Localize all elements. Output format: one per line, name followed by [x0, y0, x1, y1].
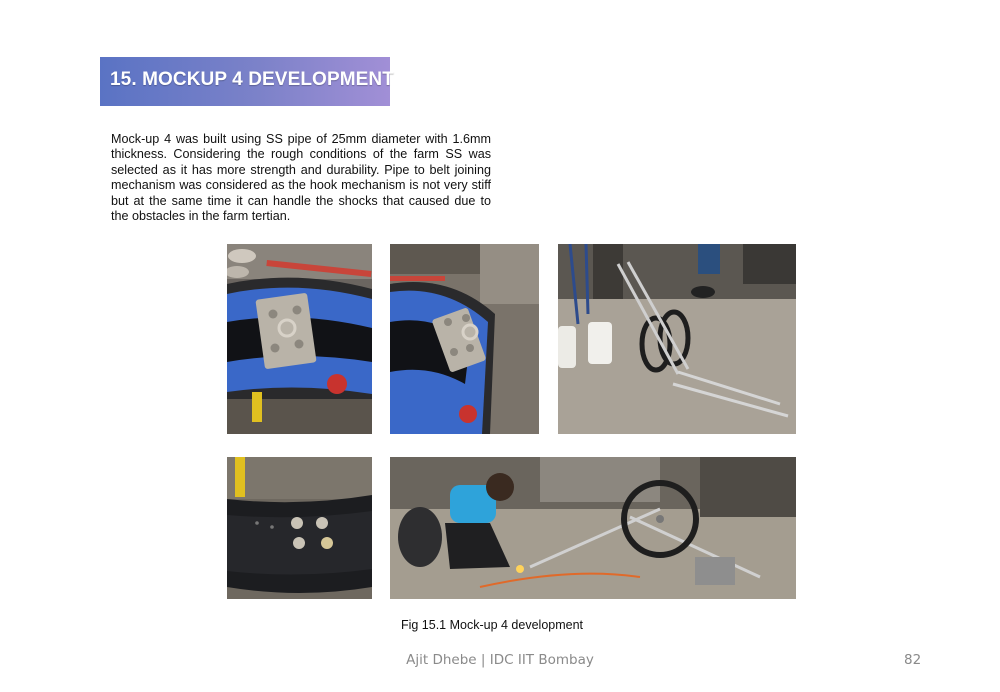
photo-belt-plate-closeup	[227, 244, 372, 434]
photo-belt-rivets	[227, 457, 372, 599]
photo-belt-plate-angle	[390, 244, 539, 434]
section-title: 15. MOCKUP 4 DEVELOPMENT	[110, 69, 394, 90]
body-paragraph: Mock-up 4 was built using SS pipe of 25mm diameter with 1.6mm thickness. Considering the rough conditions of the farm SS was selected as it has more strength and durability. Pipe to belt joining mechanism was considered as the hook mechanism is not very stiff but at the same time it can handle the shocks that caused due to the obstacles in the farm tertian.	[111, 132, 491, 224]
figure-caption	[0, 618, 1000, 632]
footer-credit: Ajit Dhebe | IDC IIT Bombay	[406, 652, 594, 668]
photo-welding-frame	[390, 457, 796, 599]
page-number: 82	[904, 652, 922, 668]
figure-caption-text: Fig 15.1 Mock-up 4 development	[400, 618, 584, 632]
section-title-banner	[100, 57, 394, 106]
photo-cart-frame-workshop	[558, 244, 796, 434]
